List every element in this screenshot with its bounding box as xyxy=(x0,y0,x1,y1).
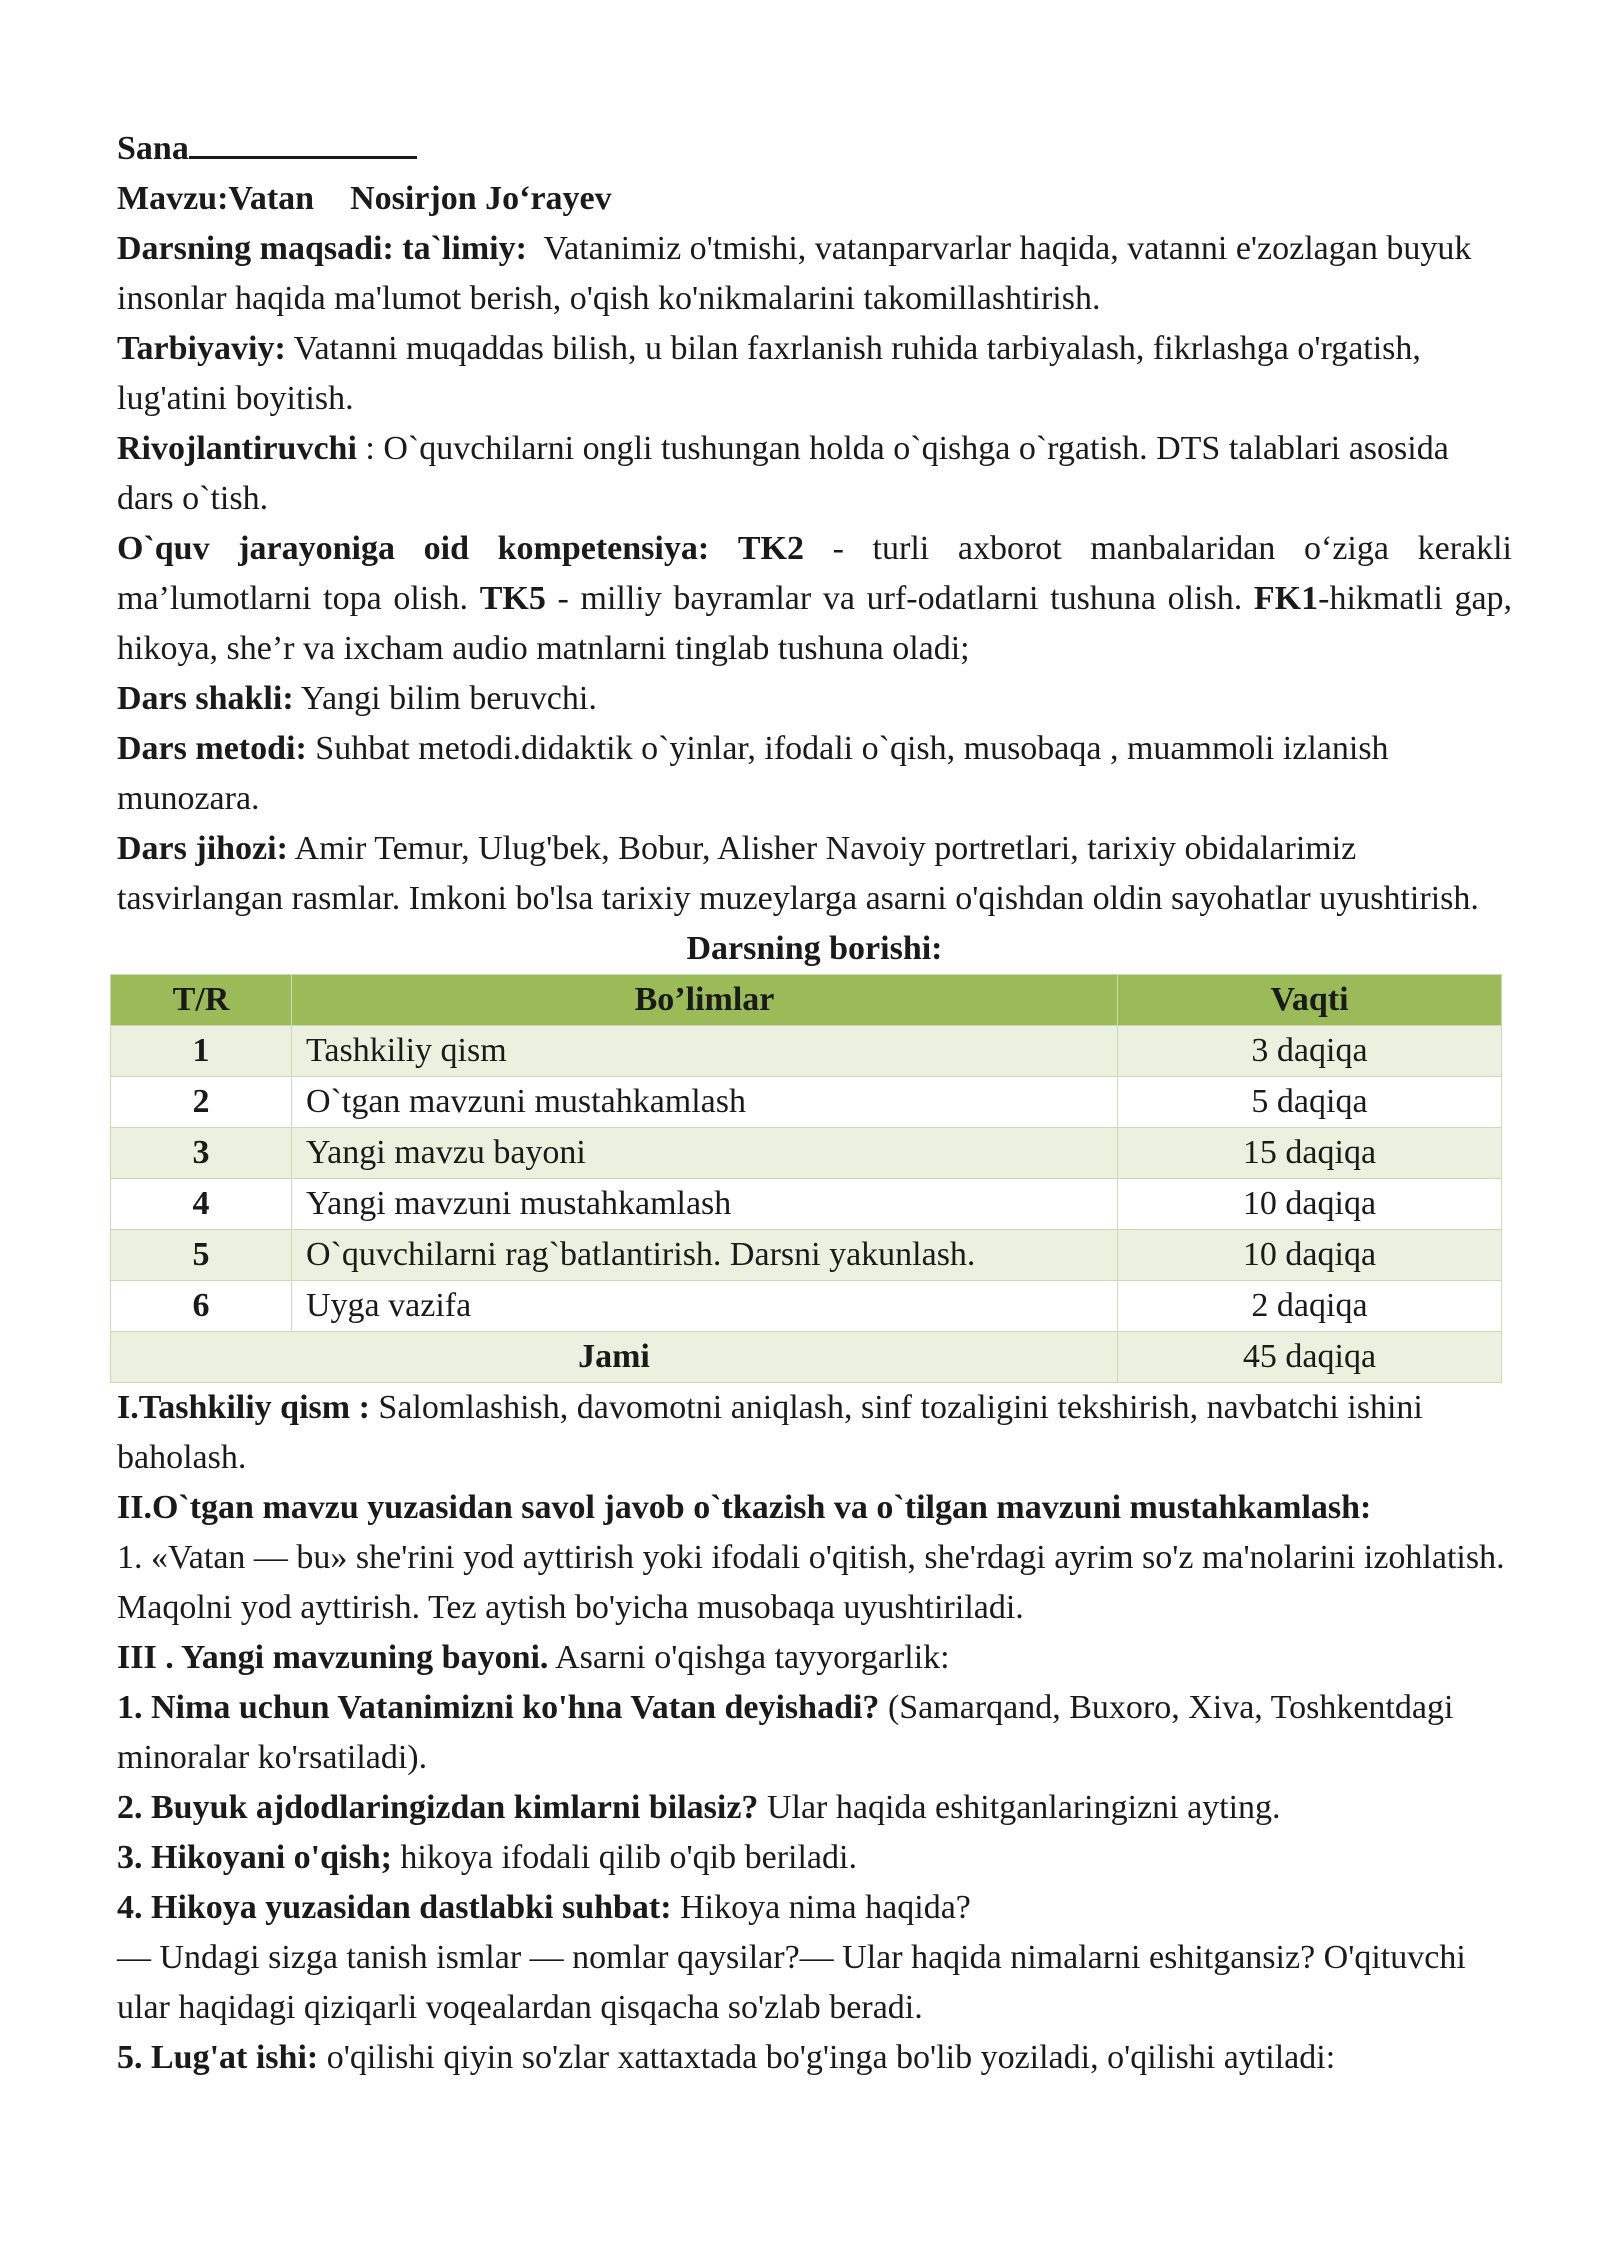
date-label: Sana xyxy=(117,130,189,167)
competency-tk2-label: TK2 xyxy=(737,530,804,567)
row-section: Yangi mavzuni mustahkamlash xyxy=(292,1179,1118,1230)
row-time: 3 daqiqa xyxy=(1118,1026,1502,1077)
total-label: Jami xyxy=(111,1332,1118,1383)
row-section: Uyga vazifa xyxy=(292,1281,1118,1332)
date-blank xyxy=(189,118,417,159)
total-time: 45 daqiqa xyxy=(1118,1332,1502,1383)
lesson-form xyxy=(117,674,1512,724)
row-number: 3 xyxy=(111,1128,292,1179)
competency-fk1-text: -hikmatli gap, hikoya, she’r va ixcham audio matnlarni tinglab tushuna oladi; xyxy=(117,580,1513,667)
table-row xyxy=(111,1128,1502,1179)
section-review-text: 1. «Vatan — bu» she'rini yod ayttirish yoki ifodali o'qitish, she'rdagi ayrim so'z ma'nolarini izohlatish. Maqolni yod ayttirish. Tez aytish bo'yicha musobaqa uyushtiriladi. xyxy=(117,1539,1505,1626)
header-time: Vaqti xyxy=(1118,975,1502,1026)
lesson-plan-table xyxy=(110,974,1502,1383)
header-number: T/R xyxy=(111,975,292,1026)
row-number: 6 xyxy=(111,1281,292,1332)
row-number: 2 xyxy=(111,1077,292,1128)
section-organizational-label: I.Tashkiliy qism : xyxy=(117,1389,370,1426)
question-5-label: 5. Lug'at ishi: xyxy=(117,2039,319,2076)
competency-label: O`quv jarayoniga oid kompetensiya: xyxy=(117,530,710,567)
row-section: Yangi mavzu bayoni xyxy=(292,1128,1118,1179)
lesson-method-label: Dars metodi: xyxy=(117,730,307,767)
lesson-equipment-label: Dars jihozi: xyxy=(117,830,288,867)
question-2-text: Ular haqida eshitganlaringizni ayting. xyxy=(758,1789,1281,1826)
table-row xyxy=(111,1026,1502,1077)
row-section: O`tgan mavzuni mustahkamlash xyxy=(292,1077,1118,1128)
question-3-label: 3. Hikoyani o'qish; xyxy=(117,1839,392,1876)
lesson-method-text: Suhbat metodi.didaktik o`yinlar, ifodali o`qish, musobaqa , muammoli izlanish munozara. xyxy=(117,730,1389,817)
row-time: 2 daqiqa xyxy=(1118,1281,1502,1332)
row-section: Tashkiliy qism xyxy=(292,1026,1118,1077)
table-row xyxy=(111,1179,1502,1230)
competency-tk5-text: - milliy bayramlar va urf-odatlarni tushuna olish. xyxy=(557,580,1243,617)
date-line xyxy=(117,118,1512,174)
row-time: 15 daqiqa xyxy=(1118,1128,1502,1179)
goal-educational-text: Vatanimiz o'tmishi, vatanparvarlar haqida, vatanni e'zozlagan buyuk insonlar haqida ma'lumot berish, o'qish ko'nikmalarini takomillashtirish. xyxy=(117,230,1472,317)
question-3 xyxy=(117,1833,1512,1883)
question-5-text: o'qilishi qiyin so'zlar xattaxtada bo'g'inga bo'lib yoziladi, o'qilishi aytiladi: xyxy=(318,2039,1336,2076)
question-5 xyxy=(117,2033,1512,2083)
table-header-row xyxy=(111,975,1502,1026)
lesson-form-label: Dars shakli: xyxy=(117,680,294,717)
section-review-label: II.O`tgan mavzu yuzasidan savol javob o`tkazish va o`tilgan mavzuni mustahkamlash: xyxy=(117,1489,1372,1526)
section-new-topic xyxy=(117,1633,1512,1683)
question-2 xyxy=(117,1783,1512,1833)
question-4 xyxy=(117,1883,1512,1933)
question-1 xyxy=(117,1683,1512,1783)
question-2-label: 2. Buyuk ajdodlaringizdan kimlarni bilasiz? xyxy=(117,1789,759,1826)
competency-paragraph xyxy=(117,524,1512,674)
document-page xyxy=(117,118,1512,2083)
competency-tk2-text: - turli axborot manbalaridan o‘ziga kerakli ma’lumotlarni topa olish. xyxy=(117,530,1513,617)
table-title: Darsning borishi: xyxy=(686,930,943,967)
competency-fk1-label: FK1 xyxy=(1253,580,1319,617)
goal-developmental xyxy=(117,424,1512,524)
section-organizational-text: Salomlashish, davomotni aniqlash, sinf tozaligini tekshirish, navbatchi ishini baholash. xyxy=(117,1389,1423,1476)
lesson-equipment xyxy=(117,824,1512,924)
topic-label: Mavzu:Vatan xyxy=(117,180,315,217)
header-section: Bo’limlar xyxy=(292,975,1118,1026)
goal-upbringing-text: Vatanni muqaddas bilish, u bilan faxrlanish ruhida tarbiyalash, fikrlashga o'rgatish, lug'atini boyitish. xyxy=(117,330,1421,417)
question-4-label: 4. Hikoya yuzasidan dastlabki suhbat: xyxy=(117,1889,672,1926)
goal-educational-label: Darsning maqsadi: ta`limiy: xyxy=(117,230,527,267)
row-time: 10 daqiqa xyxy=(1118,1230,1502,1281)
table-row xyxy=(111,1230,1502,1281)
row-time: 5 daqiqa xyxy=(1118,1077,1502,1128)
section-new-topic-label: III . Yangi mavzuning bayoni. xyxy=(117,1639,549,1676)
row-number: 4 xyxy=(111,1179,292,1230)
section-new-topic-text: Asarni o'qishga tayyorgarlik: xyxy=(548,1639,950,1676)
table-row xyxy=(111,1077,1502,1128)
dialog-paragraph: — Undagi sizga tanish ismlar — nomlar qaysilar?— Ular haqida nimalarni eshitgansiz? O'qituvchi ular haqidagi qiziqarli voqealardan qisqacha so'zlab beradi. xyxy=(117,1939,1466,2026)
question-1-text: (Samarqand, Buxoro, Xiva, Toshkentdagi minoralar ko'rsatiladi). xyxy=(117,1689,1454,1776)
row-time: 10 daqiqa xyxy=(1118,1179,1502,1230)
topic-author: Nosirjon Jo‘rayev xyxy=(350,180,612,217)
section-organizational xyxy=(117,1383,1512,1483)
goal-upbringing xyxy=(117,324,1512,424)
lesson-method xyxy=(117,724,1512,824)
table-row xyxy=(111,1281,1502,1332)
question-4-text: Hikoya nima haqida? xyxy=(671,1889,971,1926)
lesson-form-text: Yangi bilim beruvchi. xyxy=(300,680,597,717)
lesson-equipment-text: Amir Temur, Ulug'bek, Bobur, Alisher Navoiy portretlari, tarixiy obidalarimiz tasvirlangan rasmlar. Imkoni bo'lsa tarixiy muzeylarga asarni o'qishdan oldin sayohatlar uyushtirish. xyxy=(117,830,1479,917)
table-total-row xyxy=(111,1332,1502,1383)
goal-upbringing-label: Tarbiyaviy: xyxy=(117,330,286,367)
row-section: O`quvchilarni rag`batlantirish. Darsni yakunlash. xyxy=(292,1230,1118,1281)
competency-tk5-label: TK5 xyxy=(479,580,546,617)
goal-developmental-label: Rivojlantiruvchi xyxy=(117,430,357,467)
goal-educational xyxy=(117,224,1512,324)
goal-developmental-text: : O`quvchilarni ongli tushungan holda o`qishga o`rgatish. DTS talablari asosida dars o`tish. xyxy=(117,430,1449,517)
row-number: 5 xyxy=(111,1230,292,1281)
topic-line xyxy=(117,174,1512,224)
section-review-heading xyxy=(117,1483,1512,1533)
question-3-text: hikoya ifodali qilib o'qib beriladi. xyxy=(391,1839,857,1876)
row-number: 1 xyxy=(111,1026,292,1077)
question-1-label: 1. Nima uchun Vatanimizni ko'hna Vatan deyishadi? xyxy=(117,1689,880,1726)
